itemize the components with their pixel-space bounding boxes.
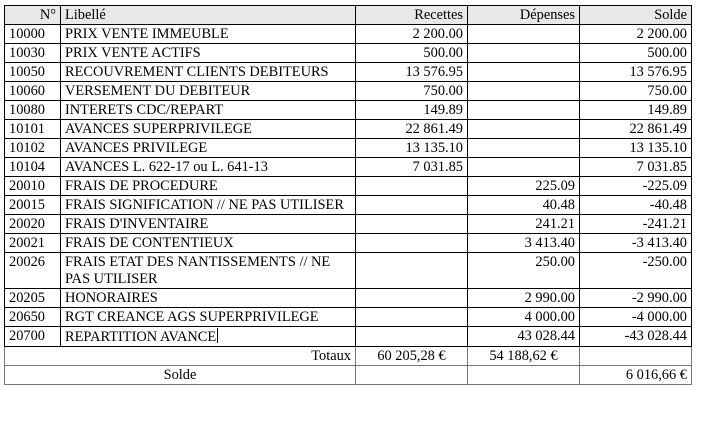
cell-num[interactable]: 10080 <box>5 101 61 120</box>
cell-libelle[interactable]: AVANCES L. 622-17 ou L. 641-13 <box>61 158 356 177</box>
cell-depenses[interactable] <box>468 158 580 177</box>
cell-num[interactable]: 20021 <box>5 234 61 253</box>
cell-num[interactable]: 20015 <box>5 196 61 215</box>
cell-num[interactable]: 20010 <box>5 177 61 196</box>
totals-recettes[interactable]: 60 205,28 € <box>356 347 468 366</box>
cell-solde[interactable]: 13 135.10 <box>580 139 692 158</box>
cell-solde[interactable]: 2 200.00 <box>580 25 692 44</box>
col-header-depenses[interactable]: Dépenses <box>468 6 580 25</box>
cell-libelle[interactable]: PRIX VENTE ACTIFS <box>61 44 356 63</box>
cell-solde[interactable]: 500.00 <box>580 44 692 63</box>
cell-libelle[interactable]: PRIX VENTE IMMEUBLE <box>61 25 356 44</box>
cell-depenses[interactable]: 40.48 <box>468 196 580 215</box>
cell-libelle[interactable]: RGT CREANCE AGS SUPERPRIVILEGE <box>61 308 356 327</box>
totals-label[interactable]: Totaux <box>5 347 356 366</box>
cell-recettes[interactable]: 7 031.85 <box>356 158 468 177</box>
table-row <box>5 82 692 101</box>
cell-recettes[interactable] <box>356 327 468 347</box>
cell-solde[interactable]: -225.09 <box>580 177 692 196</box>
cell-recettes[interactable]: 13 135.10 <box>356 139 468 158</box>
cell-recettes[interactable] <box>356 177 468 196</box>
col-header-libelle[interactable]: Libellé <box>61 6 356 25</box>
cell-libelle[interactable]: FRAIS DE PROCEDURE <box>61 177 356 196</box>
table-row <box>5 308 692 327</box>
cell-libelle[interactable]: AVANCES SUPERPRIVILEGE <box>61 120 356 139</box>
cell-solde[interactable]: -40.48 <box>580 196 692 215</box>
balance-value[interactable]: 6 016,66 € <box>580 366 692 385</box>
balance-depenses-empty[interactable] <box>468 366 580 385</box>
cell-libelle[interactable]: RECOUVREMENT CLIENTS DEBITEURS <box>61 63 356 82</box>
cell-num[interactable]: 10102 <box>5 139 61 158</box>
table-row <box>5 215 692 234</box>
cell-depenses[interactable] <box>468 139 580 158</box>
cell-libelle[interactable]: AVANCES PRIVILEGE <box>61 139 356 158</box>
cell-depenses[interactable] <box>468 25 580 44</box>
cell-recettes[interactable] <box>356 253 468 289</box>
balance-label[interactable]: Solde <box>5 366 356 385</box>
cell-recettes[interactable] <box>356 289 468 308</box>
cell-solde[interactable]: 7 031.85 <box>580 158 692 177</box>
cell-recettes[interactable]: 22 861.49 <box>356 120 468 139</box>
cell-depenses[interactable]: 4 000.00 <box>468 308 580 327</box>
table-row <box>5 253 692 289</box>
cell-num[interactable]: 10101 <box>5 120 61 139</box>
cell-recettes[interactable] <box>356 196 468 215</box>
cell-recettes[interactable]: 13 576.95 <box>356 63 468 82</box>
cell-libelle[interactable]: FRAIS ETAT DES NANTISSEMENTS // NE PAS UTILISER <box>61 253 356 289</box>
cell-libelle[interactable]: INTERETS CDC/REPART <box>61 101 356 120</box>
cell-recettes[interactable]: 149.89 <box>356 101 468 120</box>
totals-depenses[interactable]: 54 188,62 € <box>468 347 580 366</box>
cell-depenses[interactable]: 250.00 <box>468 253 580 289</box>
col-header-solde[interactable]: Solde <box>580 6 692 25</box>
table-row <box>5 139 692 158</box>
cell-recettes[interactable]: 750.00 <box>356 82 468 101</box>
totals-row <box>5 347 692 366</box>
balance-recettes-empty[interactable] <box>356 366 468 385</box>
cell-libelle[interactable]: FRAIS D'INVENTAIRE <box>61 215 356 234</box>
cell-num[interactable]: 20020 <box>5 215 61 234</box>
cell-solde[interactable]: -241.21 <box>580 215 692 234</box>
table-row <box>5 196 692 215</box>
cell-recettes[interactable] <box>356 308 468 327</box>
table-row <box>5 25 692 44</box>
cell-num[interactable]: 20205 <box>5 289 61 308</box>
table-row <box>5 158 692 177</box>
cell-solde[interactable]: -4 000.00 <box>580 308 692 327</box>
table-row <box>5 289 692 308</box>
cell-solde[interactable]: 149.89 <box>580 101 692 120</box>
cell-libelle[interactable]: FRAIS DE CONTENTIEUX <box>61 234 356 253</box>
cell-libelle[interactable]: REPARTITION AVANCE <box>61 327 356 347</box>
cell-num[interactable]: 20650 <box>5 308 61 327</box>
balance-row <box>5 366 692 385</box>
cell-depenses[interactable] <box>468 101 580 120</box>
header-row <box>5 6 692 25</box>
cell-depenses[interactable] <box>468 44 580 63</box>
table-row <box>5 327 692 347</box>
cell-libelle[interactable]: FRAIS SIGNIFICATION // NE PAS UTILISER <box>61 196 356 215</box>
cell-solde[interactable]: 13 576.95 <box>580 63 692 82</box>
cell-recettes[interactable] <box>356 215 468 234</box>
cell-depenses[interactable]: 3 413.40 <box>468 234 580 253</box>
cell-solde[interactable]: -2 990.00 <box>580 289 692 308</box>
cell-num[interactable]: 20026 <box>5 253 61 289</box>
cell-depenses[interactable]: 2 990.00 <box>468 289 580 308</box>
cell-solde[interactable]: -43 028.44 <box>580 327 692 347</box>
cell-num[interactable]: 10104 <box>5 158 61 177</box>
accounts-table <box>4 5 692 385</box>
cell-solde[interactable]: 22 861.49 <box>580 120 692 139</box>
cell-depenses[interactable]: 241.21 <box>468 215 580 234</box>
cell-depenses[interactable] <box>468 82 580 101</box>
totals-solde-empty[interactable] <box>580 347 692 366</box>
table-row <box>5 63 692 82</box>
cell-libelle[interactable]: VERSEMENT DU DEBITEUR <box>61 82 356 101</box>
cell-recettes[interactable]: 2 200.00 <box>356 25 468 44</box>
table-body <box>5 25 692 347</box>
cell-depenses[interactable]: 43 028.44 <box>468 327 580 347</box>
cell-num[interactable]: 20700 <box>5 327 61 347</box>
table-row <box>5 234 692 253</box>
table-row <box>5 177 692 196</box>
cell-solde[interactable]: -3 413.40 <box>580 234 692 253</box>
text-cursor <box>217 328 218 343</box>
table-row <box>5 44 692 63</box>
table-row <box>5 101 692 120</box>
cell-solde[interactable]: -250.00 <box>580 253 692 289</box>
cell-num[interactable]: 10050 <box>5 63 61 82</box>
cell-num[interactable]: 10060 <box>5 82 61 101</box>
cell-depenses[interactable] <box>468 120 580 139</box>
cell-recettes[interactable]: 500.00 <box>356 44 468 63</box>
col-header-recettes[interactable]: Recettes <box>356 6 468 25</box>
table-row <box>5 120 692 139</box>
cell-solde[interactable]: 750.00 <box>580 82 692 101</box>
cell-depenses[interactable] <box>468 63 580 82</box>
cell-num[interactable]: 10000 <box>5 25 61 44</box>
cell-recettes[interactable] <box>356 234 468 253</box>
cell-depenses[interactable]: 225.09 <box>468 177 580 196</box>
cell-num[interactable]: 10030 <box>5 44 61 63</box>
col-header-num[interactable]: N° <box>5 6 61 25</box>
cell-libelle[interactable]: HONORAIRES <box>61 289 356 308</box>
